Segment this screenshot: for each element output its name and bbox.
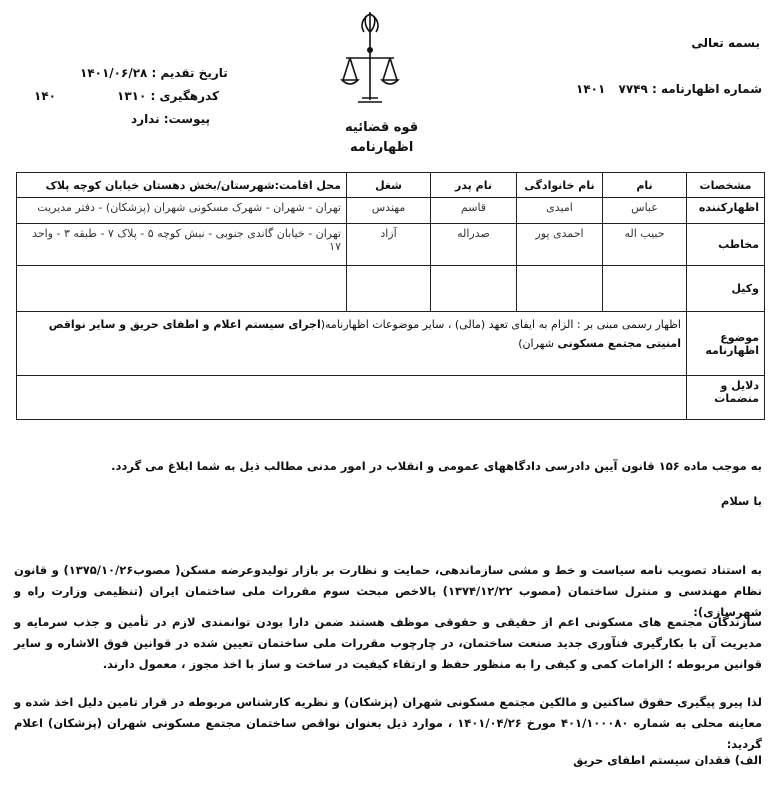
attachment: پیوست: ندارد	[131, 112, 211, 126]
table-row-addressee	[17, 224, 765, 266]
body-paragraph-4: لذا پیرو پیگیری حقوق ساکنین و مالکین مجتمع مسکونی شهران (پزشکان) و نظریه کارشناس مربوطه در قرار تامین دلیل اخذ شده و معاینه محلی به شماره ۴۰۱/۱۰۰۰۸۰ مورخ ۱۴۰۱/۰۴/۲۶ ، موارد ذیل بعنوان نواقص ساختمان مجتمع مسکونی شهران (پزشکان) اعلام گردید:	[14, 695, 762, 751]
header-spec: مشخصات	[687, 173, 765, 198]
subject-text-bold: اجرای سیستم اعلام و اطفای حریق و سایر نواقص امنیتی مجتمع مسکونی	[48, 318, 681, 350]
table-row-declarant	[17, 198, 765, 224]
subject-label: موضوع اظهارنامه	[687, 312, 765, 376]
reasons-label: دلایل و منضمات	[687, 376, 765, 420]
judiciary-emblem-icon	[340, 10, 400, 110]
table-row-reasons	[17, 376, 765, 420]
subject-text-normal: اظهار رسمی مبنی بر : الزام به ایفای تعهد (مالی) ، سایر موضوعات اظهارنامه(	[320, 318, 681, 331]
submit-date: تاریخ تقدیم : ۱۴۰۱/۰۶/۲۸	[80, 66, 228, 80]
table-header-row	[17, 173, 765, 198]
body-paragraph-1: به موجب ماده ۱۵۶ قانون آیین دادرسی دادگاههای عمومی و انقلاب در امور مدنی مطالب ذیل به شما ابلاغ می گردد.	[111, 459, 762, 473]
subject-text-end: شهران)	[518, 337, 554, 350]
body-paragraph-3: سازندگان مجتمع های مسکونی اعم از حقیقی و حقوقی موظف هستند ضمن دارا بودن توانمندی لازم در تأمین و جذب سرمایه و مدیریت آن با بکارگیری فنآوری جدید صنعت ساختمان، در چارچوب مقررات ملی ساختمان تعیین شده در قوانین فوق الاشاره و سایر قوانین مربوطه ؛ الزامات کمی و کیفی را به منظور حفظ و ارتقاء کیفیت در ساخت و ساز با اخذ مجوز ، معمول دارند.	[14, 615, 762, 671]
header-name: نام	[603, 173, 687, 198]
greeting: با سلام	[720, 494, 762, 508]
notice-number-year: ۱۴۰۱	[576, 82, 606, 96]
org-name: قوه قضائیه	[345, 120, 419, 135]
table-row-attorney	[17, 266, 765, 312]
attorney-label: وکیل	[687, 266, 765, 312]
declarant-job: مهندس	[347, 198, 431, 224]
declarant-name: عباس	[603, 198, 687, 224]
basmala: بسمه تعالی	[691, 36, 760, 50]
declarant-label: اظهارکننده	[687, 198, 765, 224]
header-job: شغل	[347, 173, 431, 198]
declarant-father: قاسم	[431, 198, 517, 224]
subject-text	[17, 312, 687, 376]
table-row-subject	[17, 312, 765, 376]
addressee-family: احمدی پور	[517, 224, 603, 266]
body-paragraph-2: به استناد تصویب نامه سیاست و خط و مشی سازماندهی، حمایت و نظارت بر بازار تولیدوعرضه مسکن( مصوب۱۳۷۵/۱۰/۲۶) و قانون نظام مهندسی و منترل ساختمان (مصوب ۱۳۷۴/۱۲/۲۲) بالاخص مبحث سوم مقررات ملی ساختمان ایران (تنظیمی وزارت راه و شهرسازی):	[14, 563, 763, 619]
doc-title: اظهارنامه	[350, 140, 414, 155]
header-father: نام پدر	[431, 173, 517, 198]
header-family: نام خانوادگی	[517, 173, 603, 198]
declarant-address: تهران - شهران - شهرک مسکونی شهران (پزشکان) - دفتر مدیریت	[17, 198, 347, 224]
addressee-job: آزاد	[347, 224, 431, 266]
notice-number: شماره اظهارنامه : ۷۷۴۹	[618, 82, 762, 96]
addressee-address: تهران - خیابان گاندی جنوبی - نبش کوچه ۵ - پلاک ۷ - طبقه ۳ - واحد ۱۷	[17, 224, 347, 266]
addressee-father: صدراله	[431, 224, 517, 266]
header-address: محل اقامت:شهرستان/بخش دهستان خیابان کوچه پلاک	[17, 173, 347, 198]
addressee-label: مخاطب	[687, 224, 765, 266]
list-item-a: الف) فقدان سیستم اطفای حریق	[573, 753, 762, 767]
parties-table	[16, 172, 765, 420]
tracking-code-suffix: ۱۴۰	[34, 89, 56, 103]
addressee-name: حبیب اله	[603, 224, 687, 266]
tracking-code: کدرهگیری : ۱۳۱۰	[117, 89, 219, 103]
declarant-family: امیدی	[517, 198, 603, 224]
